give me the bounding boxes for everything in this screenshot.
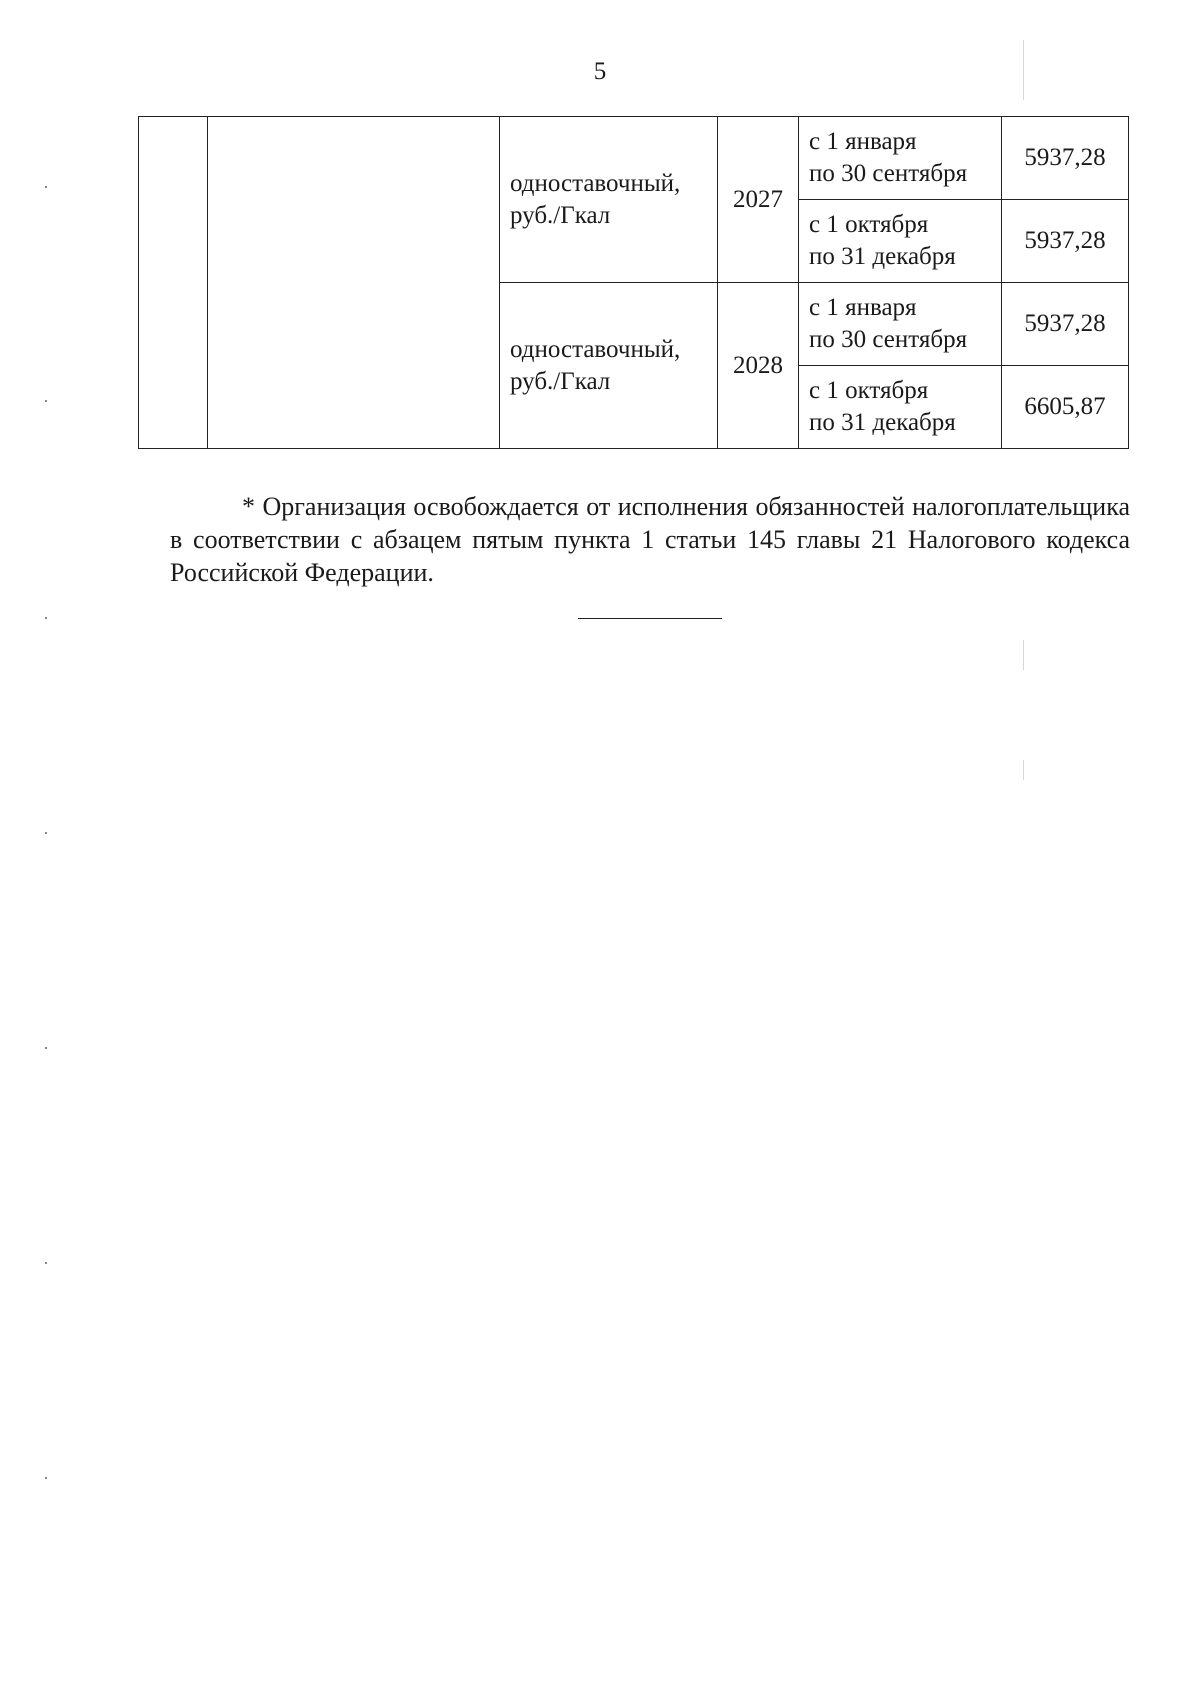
- scan-artifact: [45, 186, 47, 188]
- tariff-value-cell: 5937,28: [1002, 200, 1129, 283]
- footnote: * Организация освобождается от исполнения обязанностей налогоплательщика в соответствии с абзацем пятым пункта 1 статьи 145 главы 21 Налогового кодекса Российской Федерации.: [170, 492, 1130, 587]
- tariff-type-label: одноставочный,: [510, 335, 681, 363]
- tariff-value-cell: 6605,87: [1002, 366, 1129, 449]
- tariff-unit-label: руб./Гкал: [510, 201, 611, 229]
- period-start: с 1 января: [809, 294, 917, 321]
- period-end: по 31 декабря: [809, 243, 956, 270]
- scan-artifact: [1023, 640, 1024, 670]
- tariff-table: [138, 116, 1129, 449]
- period-cell: [799, 283, 1002, 366]
- page-number: 5: [593, 58, 607, 85]
- tariff-unit-label: руб./Гкал: [510, 367, 611, 395]
- year-cell: 2028: [718, 283, 799, 449]
- scan-artifact: [45, 1047, 47, 1049]
- period-start: с 1 октября: [809, 211, 929, 238]
- period-cell: [799, 366, 1002, 449]
- tariff-value-cell: 5937,28: [1002, 117, 1129, 200]
- period-end: по 30 сентября: [809, 160, 968, 187]
- tariff-value-cell: 5937,28: [1002, 283, 1129, 366]
- scan-artifact: [45, 1262, 47, 1264]
- period-start: с 1 января: [809, 128, 917, 155]
- tariff-type-cell: [500, 117, 718, 283]
- scan-artifact: [45, 400, 47, 402]
- period-cell: [799, 200, 1002, 283]
- scan-artifact: [1023, 760, 1024, 780]
- scan-artifact: [1023, 40, 1024, 100]
- year-cell: 2027: [718, 117, 799, 283]
- period-end: по 30 сентября: [809, 326, 968, 353]
- number-cell-empty: [139, 117, 208, 449]
- table-row: [139, 117, 1129, 200]
- period-end: по 31 декабря: [809, 409, 956, 436]
- scan-artifact: [45, 617, 47, 619]
- tariff-type-cell: [500, 283, 718, 449]
- period-cell: [799, 117, 1002, 200]
- scan-artifact: [45, 832, 47, 834]
- end-of-document-rule: [578, 618, 722, 619]
- scan-artifact: [45, 1477, 47, 1479]
- period-start: с 1 октября: [809, 377, 929, 404]
- tariff-type-label: одноставочный,: [510, 169, 681, 197]
- organization-cell-empty: [208, 117, 500, 449]
